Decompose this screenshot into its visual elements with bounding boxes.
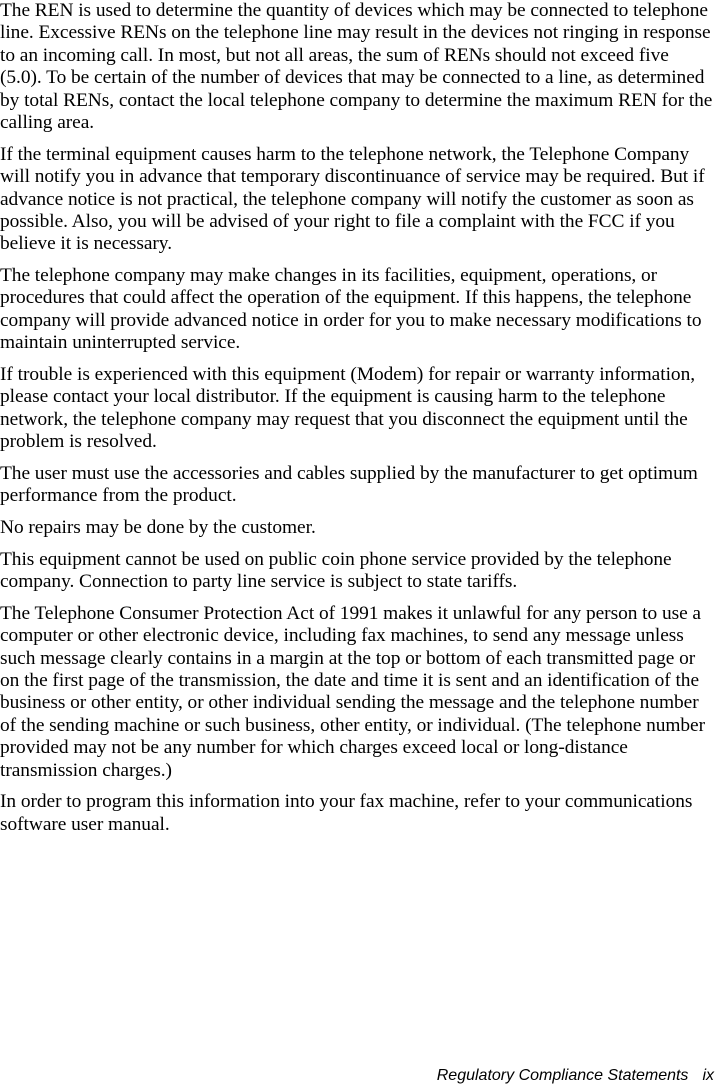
footer-page-number: ix [702,1067,714,1084]
paragraph-coin-phone: This equipment cannot be used on public coin phone service provided by the telephone company. Connection to party line service is subject to state tariffs. [0,548,672,593]
paragraph-ren-quantity: The REN is used to determine the quantity of devices which may be connected to telephone line. Excessive RENs on the telephone line may result in the devices not ringing in response to an incoming call. In most, but not all areas, the sum of RENs should not exceed five (5.0). To be certain of the number of devices that may be connected to a line, as determined by total RENs, contact the local telephone company to determine the maximum REN for the calling area. [0,0,713,134]
page-footer [437,1067,714,1085]
paragraph-network-harm: If the terminal equipment causes harm to the telephone network, the Telephone Company will notify you in advance that temporary discontinuance of service may be required. But if advance notice is not practical, the telephone company will notify the customer as soon as possible. Also, you will be advised of your right to file a complaint with the FCC if you believe it is necessary. [0,143,705,255]
footer-section-title: Regulatory Compliance Statements [436,1067,689,1084]
paragraph-trouble-repair: If trouble is experienced with this equipment (Modem) for repair or warranty information, please contact your local distributor. If the equipment is causing harm to the telephone network, the telephone company may request that you disconnect the equipment until the problem is resolved. [0,363,696,453]
paragraph-no-repairs: No repairs may be done by the customer. [0,517,316,539]
paragraph-accessories: The user must use the accessories and cables supplied by the manufacturer to get optimum performance from the product. [0,462,698,507]
paragraph-fax-programming: In order to program this information into your fax machine, refer to your communications software user manual. [0,791,693,835]
paragraph-facility-changes: The telephone company may make changes in its facilities, equipment, operations, or procedures that could affect the operation of the equipment. If this happens, the telephone company will provide advanced notice in order for you to make necessary modifications to maintain uninterrupted service. [0,265,702,354]
paragraph-tcpa-1991: The Telephone Consumer Protection Act of 1991 makes it unlawful for any person to use a computer or other electronic device, including fax machines, to send any message unless such message clearly contains in a margin at the top or bottom of each transmitted page or on the first page of the transmission, the date and time it is sent and an identification of the business or other entity, or other individual sending the message and the telephone number of the sending machine or such business, other entity, or individual. (The telephone number provided may not be any number for which charges exceed local or long-distance transmission charges.) [0,602,706,781]
